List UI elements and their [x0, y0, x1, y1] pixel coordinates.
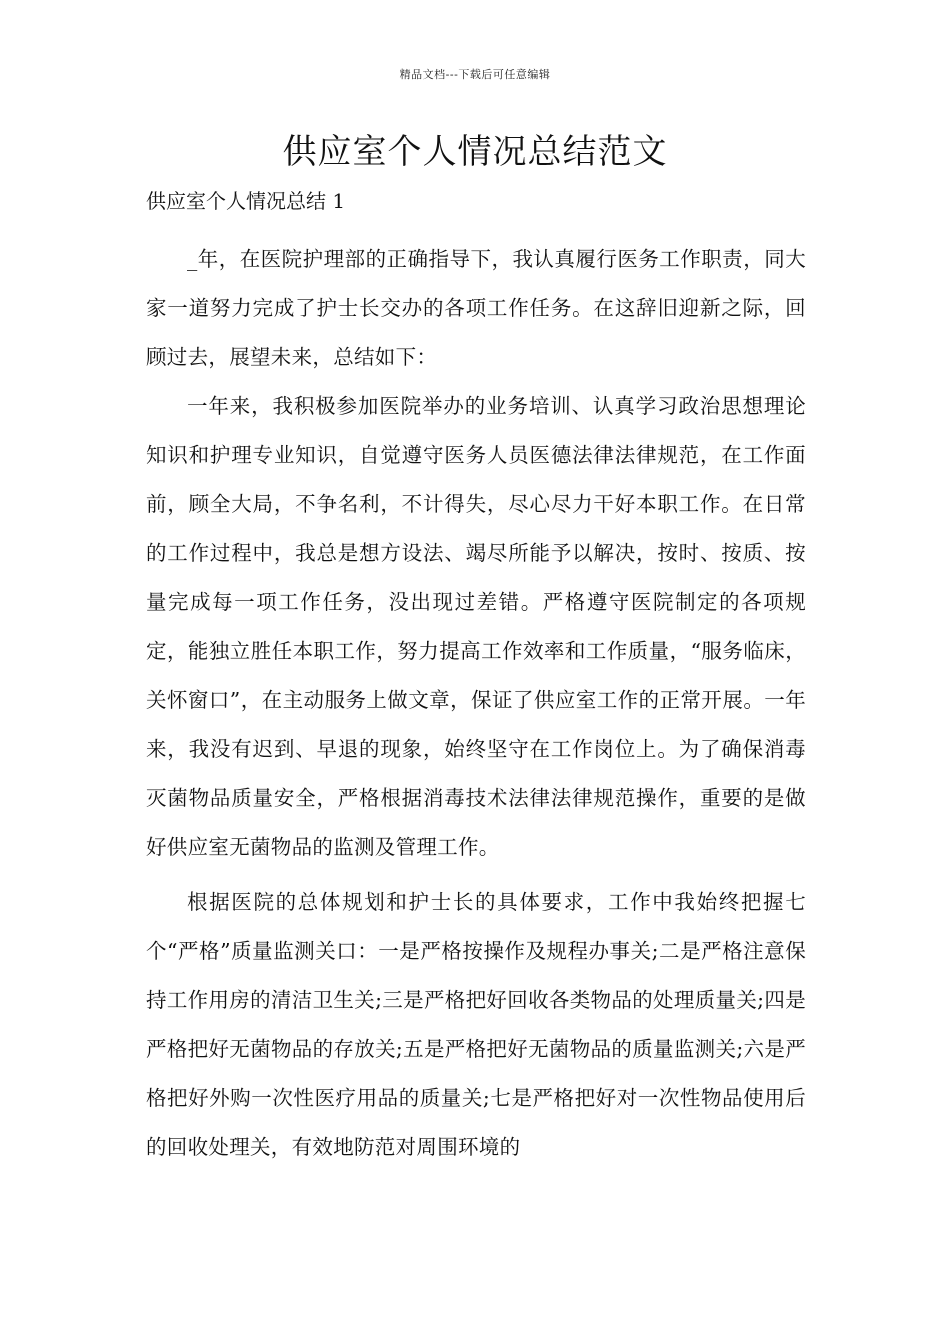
header-note: 精品文档---下载后可任意编辑 — [399, 68, 551, 81]
paragraph-1: _年，在医院护理部的正确指导下，我认真履行医务工作职责，同大家一道努力完成了护士长交办的各项工作任务。在这辞旧迎新之际，回顾过去，展望未来，总结如下： — [146, 247, 806, 369]
document-title: 供应室个人情况总结范文 — [282, 132, 668, 172]
paragraph-2: 一年来，我积极参加医院举办的业务培训、认真学习政治思想理论知识和护理专业知识，自觉遵守医务人员医德法律法律规范，在工作面前，顾全大局，不争名利，不计得失，尽心尽力干好本职工作。在日常的工作过程中，我总是想方设法、竭尽所能予以解决，按时、按质、按量完成每一项工作任务，没出现过差错。严格遵守医院制定的各项规定，能独立胜任本职工作，努力提高工作效率和工作质量，“服务临床，关怀窗口”，在主动服务上做文章，保证了供应室工作的正常开展。一年来，我没有迟到、早退的现象，始终坚守在工作岗位上。为了确保消毒灭菌物品质量安全，严格根据消毒技术法律法律规范操作，重要的是做好供应室无菌物品的监测及管理工作。 — [146, 394, 806, 859]
section-heading: 供应室个人情况总结 1 — [146, 189, 346, 213]
paragraph-3: 根据医院的总体规划和护士长的具体要求，工作中我始终把握七个“严格”质量监测关口：一是严格按操作及规程办事关;二是严格注意保持工作用房的清洁卫生关;三是严格把好回收各类物品的处理质量关;四是严格把好无菌物品的存放关;五是严格把好无菌物品的质量监测关;六是严格把好外购一次性医疗用品的质量关;七是严格把好对一次性物品使用后的回收处理关，有效地防范对周围环境的 — [146, 890, 806, 1159]
document-body — [146, 235, 806, 1172]
